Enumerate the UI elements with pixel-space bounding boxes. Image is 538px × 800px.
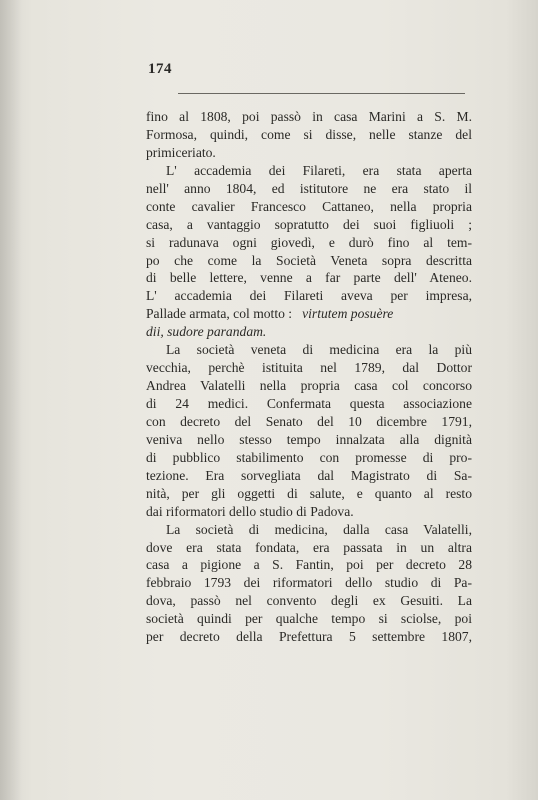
text-line: di pubblico stabilimento con promesse di pro- bbox=[146, 449, 472, 465]
motto-latin-part2: dii, sudore parandam. bbox=[146, 324, 267, 340]
text-line: dove era stata fondata, era passata in un altra bbox=[146, 539, 472, 555]
text-line: tezione. Era sorvegliata dal Magistrato di Sa- bbox=[146, 467, 472, 483]
text-line: La società veneta di medicina era la più bbox=[166, 342, 472, 358]
text-line: casa a pigione a S. Fantin, poi per decreto 28 bbox=[146, 557, 472, 573]
header-rule bbox=[178, 93, 465, 94]
text-line: fino al 1808, poi passò in casa Marini a S. M. bbox=[146, 109, 472, 124]
page-number: 174 bbox=[148, 61, 172, 77]
text-line: L' accademia dei Filareti aveva per impresa, bbox=[146, 288, 472, 304]
text-line: La società di medicina, dalla casa Valatelli, bbox=[166, 521, 472, 537]
text-line: con decreto del Senato del 10 dicembre 1791, bbox=[146, 413, 472, 429]
text-line bbox=[146, 305, 472, 323]
text-line: L' accademia dei Filareti, era stata aperta bbox=[166, 162, 472, 178]
text-line: nità, per gli oggetti di salute, e quanto al resto bbox=[146, 485, 472, 501]
text-line: conte cavalier Francesco Cattaneo, nella propria bbox=[146, 198, 472, 214]
text-line: veniva nello stesso tempo innalzata alla dignità bbox=[146, 431, 472, 447]
text-line: per decreto della Prefettura 5 settembre 1807, bbox=[146, 629, 472, 645]
text-line: vecchia, perchè istituita nel 1789, dal Dottor bbox=[146, 360, 472, 376]
text-line: nell' anno 1804, ed istitutore ne era stato il bbox=[146, 180, 472, 196]
text-line: si radunava ogni giovedì, e durò fino al tem- bbox=[146, 234, 472, 250]
text-line: casa, a vantaggio sopratutto dei suoi figliuoli ; bbox=[146, 216, 472, 232]
text-line: po che come la Società Veneta sopra descritta bbox=[146, 252, 472, 268]
motto-intro: Pallade armata, col motto : bbox=[146, 306, 293, 322]
body-text bbox=[146, 108, 472, 646]
text-line: Formosa, quindi, come si disse, nelle stanze del bbox=[146, 126, 472, 142]
text-line: dai riformatori dello studio di Padova. bbox=[146, 503, 354, 519]
text-line: dova, passò nel convento degli ex Gesuiti. La bbox=[146, 593, 472, 609]
text-line: febbraio 1793 dei riformatori dello studio di Pa- bbox=[146, 575, 472, 591]
text-line bbox=[146, 323, 472, 341]
text-line: primiceriato. bbox=[146, 144, 216, 160]
text-line: di 24 medici. Confermata questa associazione bbox=[146, 396, 472, 411]
text-line: Andrea Valatelli nella propria casa col concorso bbox=[146, 378, 472, 394]
text-line: di belle lettere, venne a far parte dell' Ateneo. bbox=[146, 270, 472, 286]
text-line: società quindi per qualche tempo si sciolse, poi bbox=[146, 611, 472, 627]
spine-shadow bbox=[0, 0, 22, 800]
motto-latin-part1: virtutem posuère bbox=[302, 306, 394, 322]
